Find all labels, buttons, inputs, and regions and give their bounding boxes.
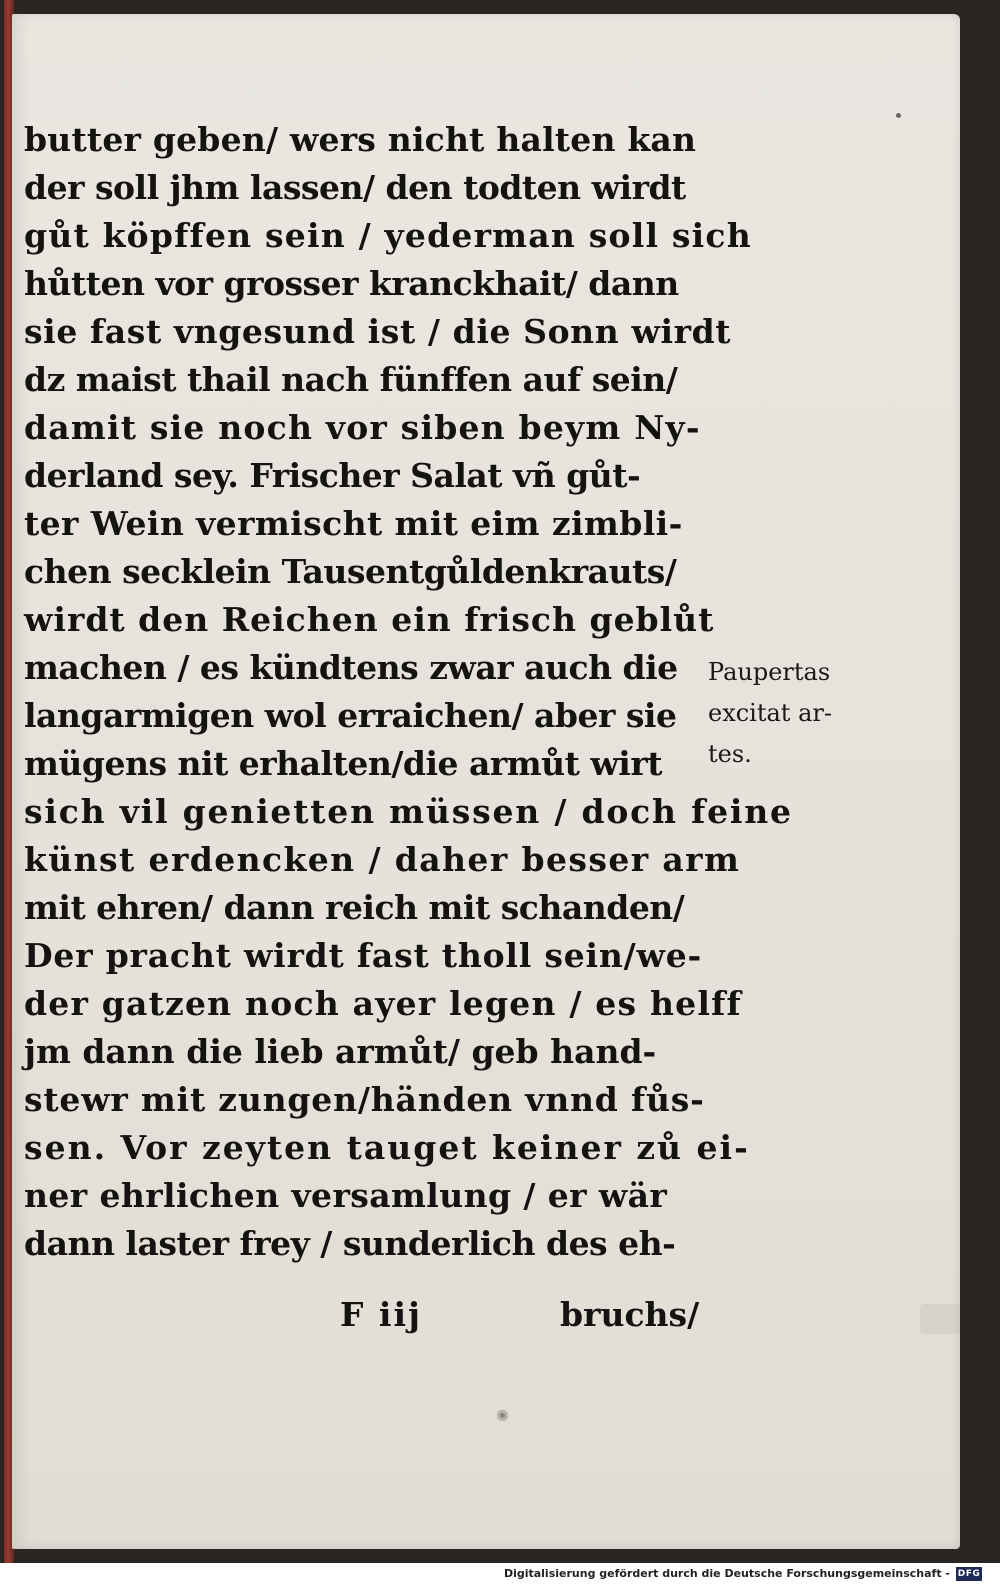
catchword: bruchs/ [560, 1295, 700, 1334]
text-line: damit sie noch vor siben beym Ny- [24, 408, 701, 447]
text-line: dann laster frey / sunderlich des eh- [24, 1224, 676, 1263]
margin-note [708, 652, 888, 775]
text-line: hůtten vor grosser kranckhait/ dann [24, 264, 679, 303]
text-line: machen / es kündtens zwar auch die [24, 648, 678, 687]
text-line: dz maist thail nach fünffen auf sein/ [24, 360, 678, 399]
text-line: gůt köpffen sein / yederman soll sich [24, 216, 752, 255]
text-line: chen secklein Tausentgůldenkrauts/ [24, 552, 677, 591]
signature-mark: F iij [340, 1295, 422, 1334]
ink-speck [896, 113, 901, 118]
text-line: butter geben/ wers nicht halten kan [24, 120, 697, 159]
text-line: ner ehrlichen versamlung / er wär [24, 1176, 668, 1215]
text-line: der gatzen noch ayer legen / es helff [24, 984, 742, 1023]
text-line: langarmigen wol erraichen/ aber sie [24, 696, 677, 735]
text-line: ter Wein vermischt mit eim zimbli- [24, 504, 683, 543]
text-line: mit ehren/ dann reich mit schanden/ [24, 888, 685, 927]
dfg-logo: DFG [957, 1569, 981, 1579]
text-line: der soll jhm lassen/ den todten wirdt [24, 168, 686, 207]
page-hole-mark [497, 1410, 508, 1421]
faint-bleedthrough [920, 1304, 960, 1334]
text-line: sie fast vngesund ist / die Sonn wirdt [24, 312, 732, 351]
funding-credit: Digitalisierung gefördert durch die Deutsche Forschungsgemeinschaft - [503, 1567, 950, 1580]
text-line: mügens nit erhalten/die armůt wirt [24, 744, 662, 783]
text-line: sich vil genietten müssen / doch feine [24, 792, 793, 831]
text-line: Der pracht wirdt fast tholl sein/we- [24, 936, 703, 975]
margin-note-line: tes. [708, 740, 752, 768]
text-line: derland sey. Frischer Salat vñ gůt- [24, 456, 641, 495]
text-line: sen. Vor zeyten tauget keiner zů ei- [24, 1128, 750, 1167]
margin-note-line: excitat ar- [708, 699, 832, 727]
text-line: wirdt den Reichen ein frisch geblůt [24, 600, 715, 639]
text-line: stewr mit zungen/händen vnnd fůs- [24, 1080, 705, 1119]
text-line: jm dann die lieb armůt/ geb hand- [24, 1032, 657, 1071]
credit-bar [0, 1563, 1000, 1586]
margin-note-line: Paupertas [708, 658, 831, 686]
text-line: künst erdencken / daher besser arm [24, 840, 741, 879]
